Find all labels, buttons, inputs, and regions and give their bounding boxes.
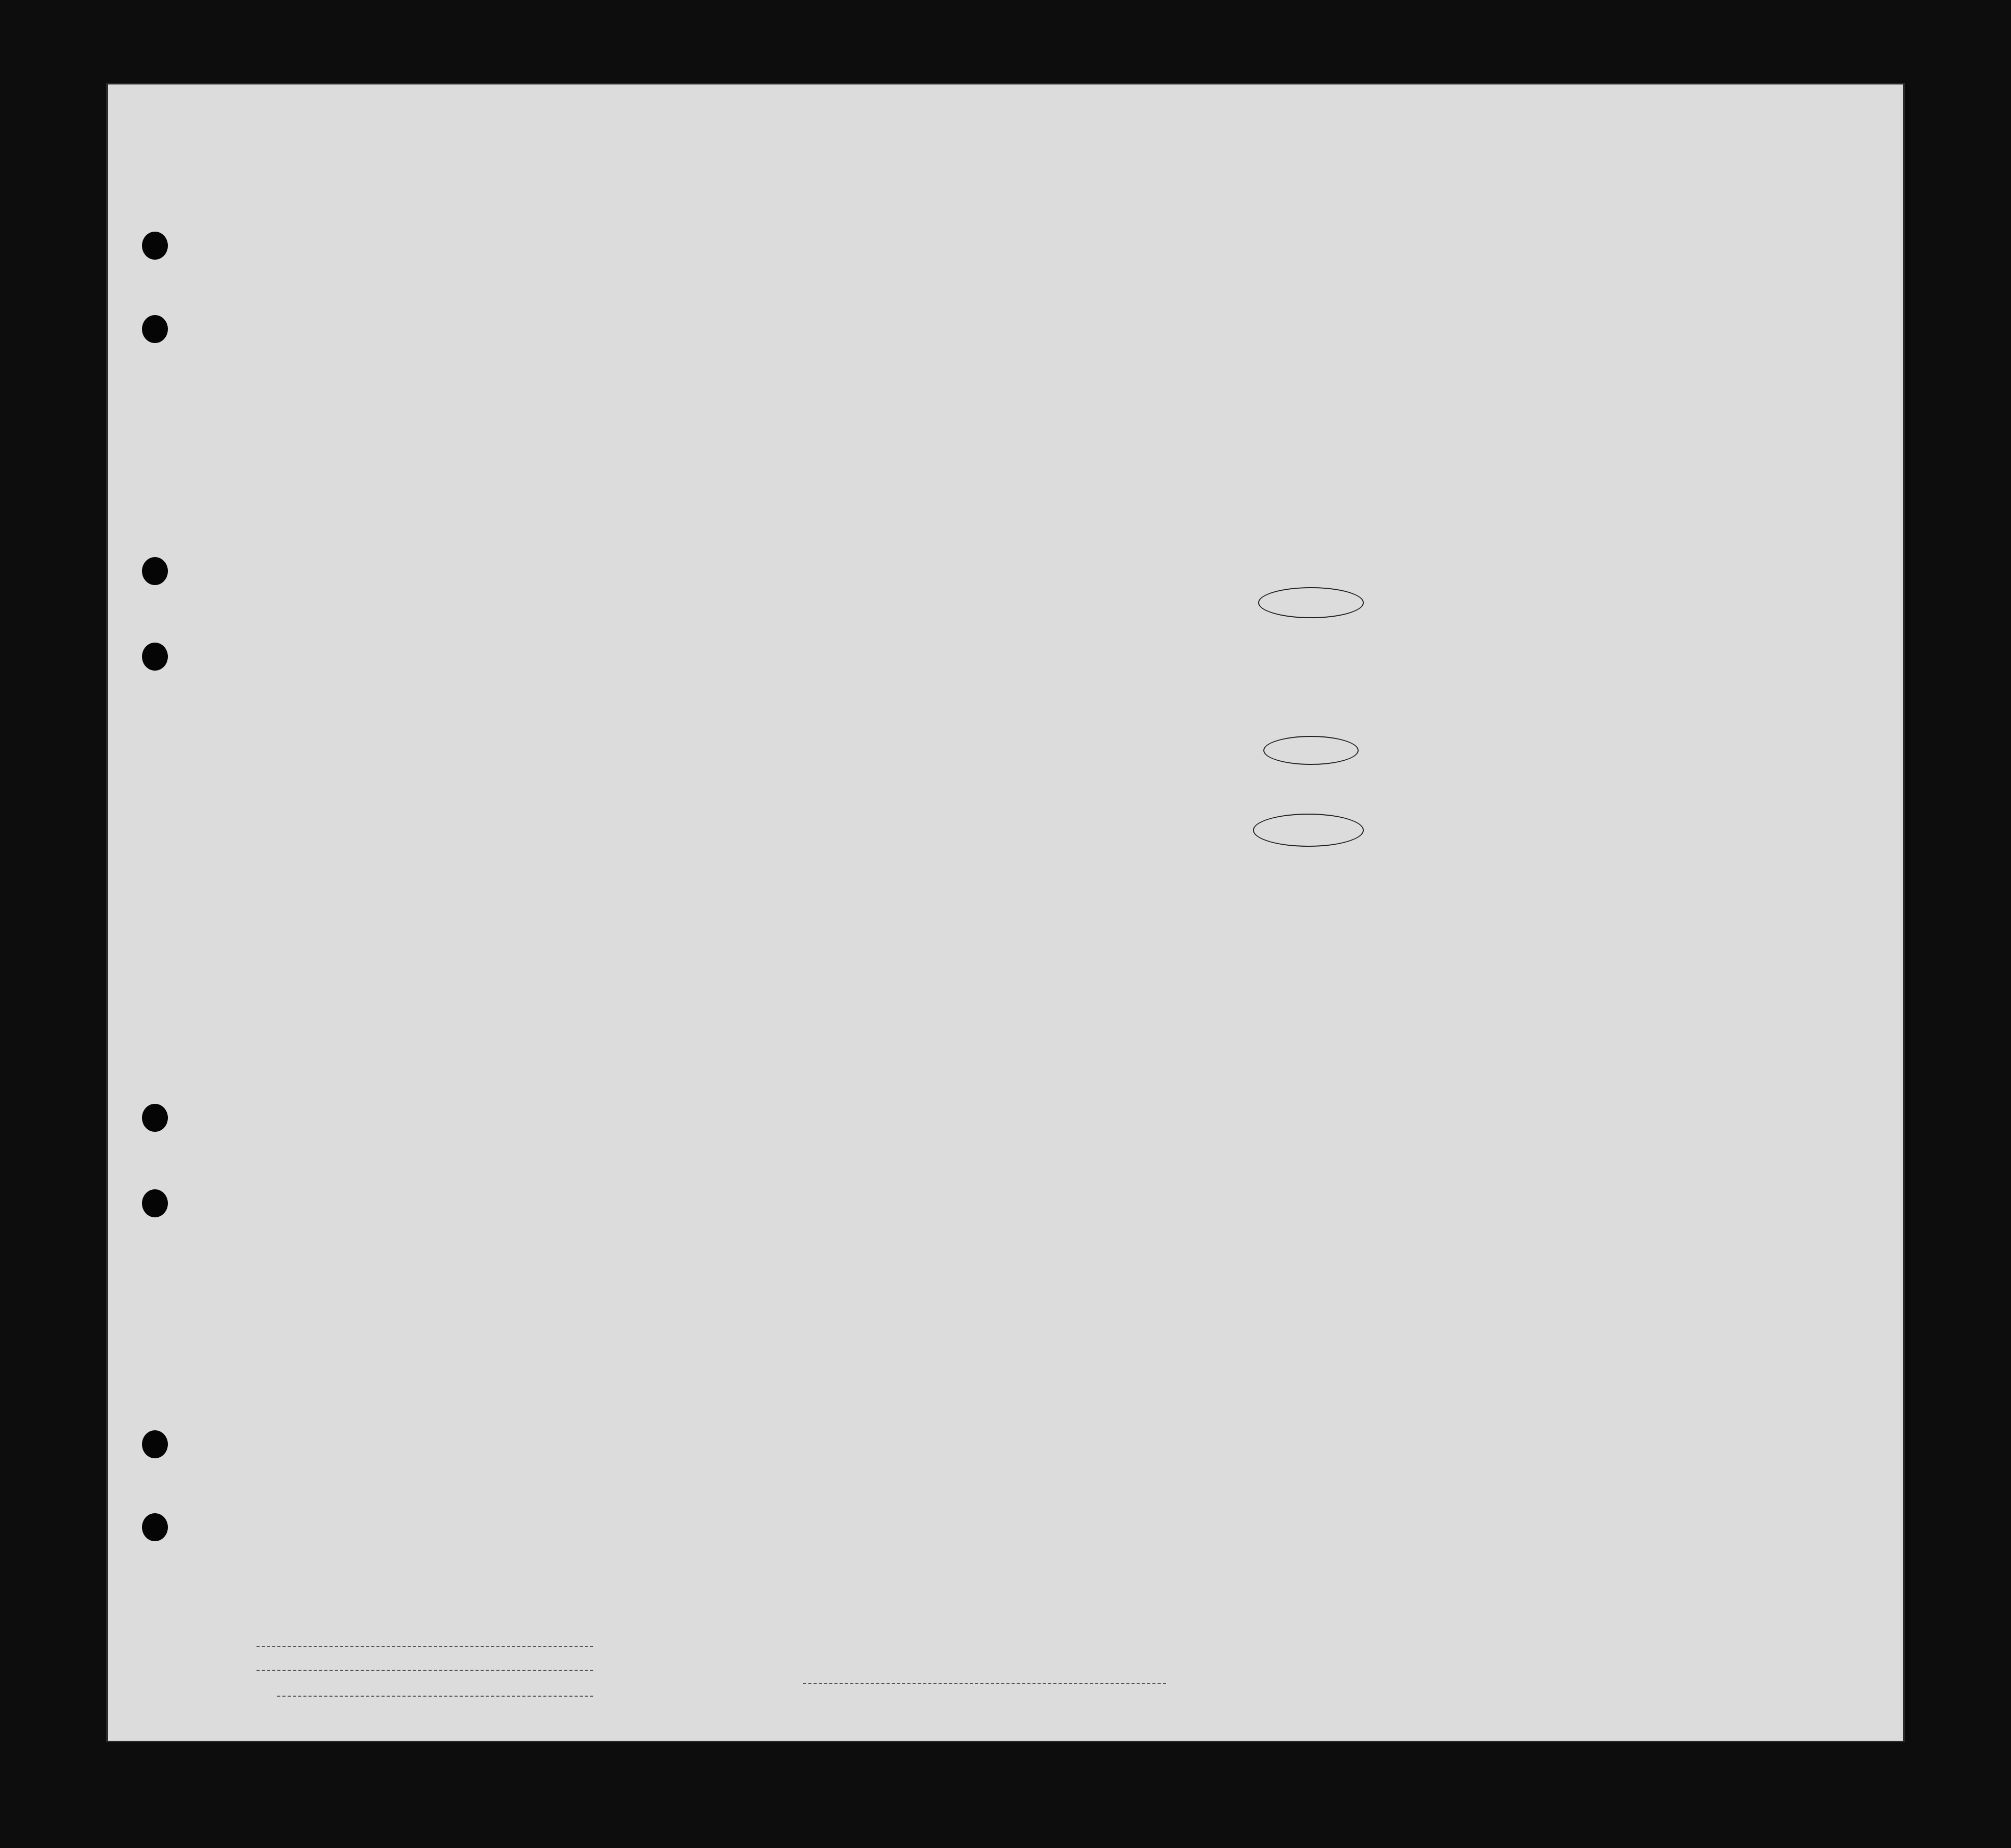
dotted-line [256, 1670, 593, 1671]
nationality-circle [1253, 814, 1364, 847]
nationality-circle [1258, 587, 1364, 618]
nationality-circle [1263, 736, 1359, 765]
dotted-line [256, 1646, 593, 1647]
dotted-line [277, 1696, 593, 1697]
inspector-line [803, 1683, 1166, 1684]
